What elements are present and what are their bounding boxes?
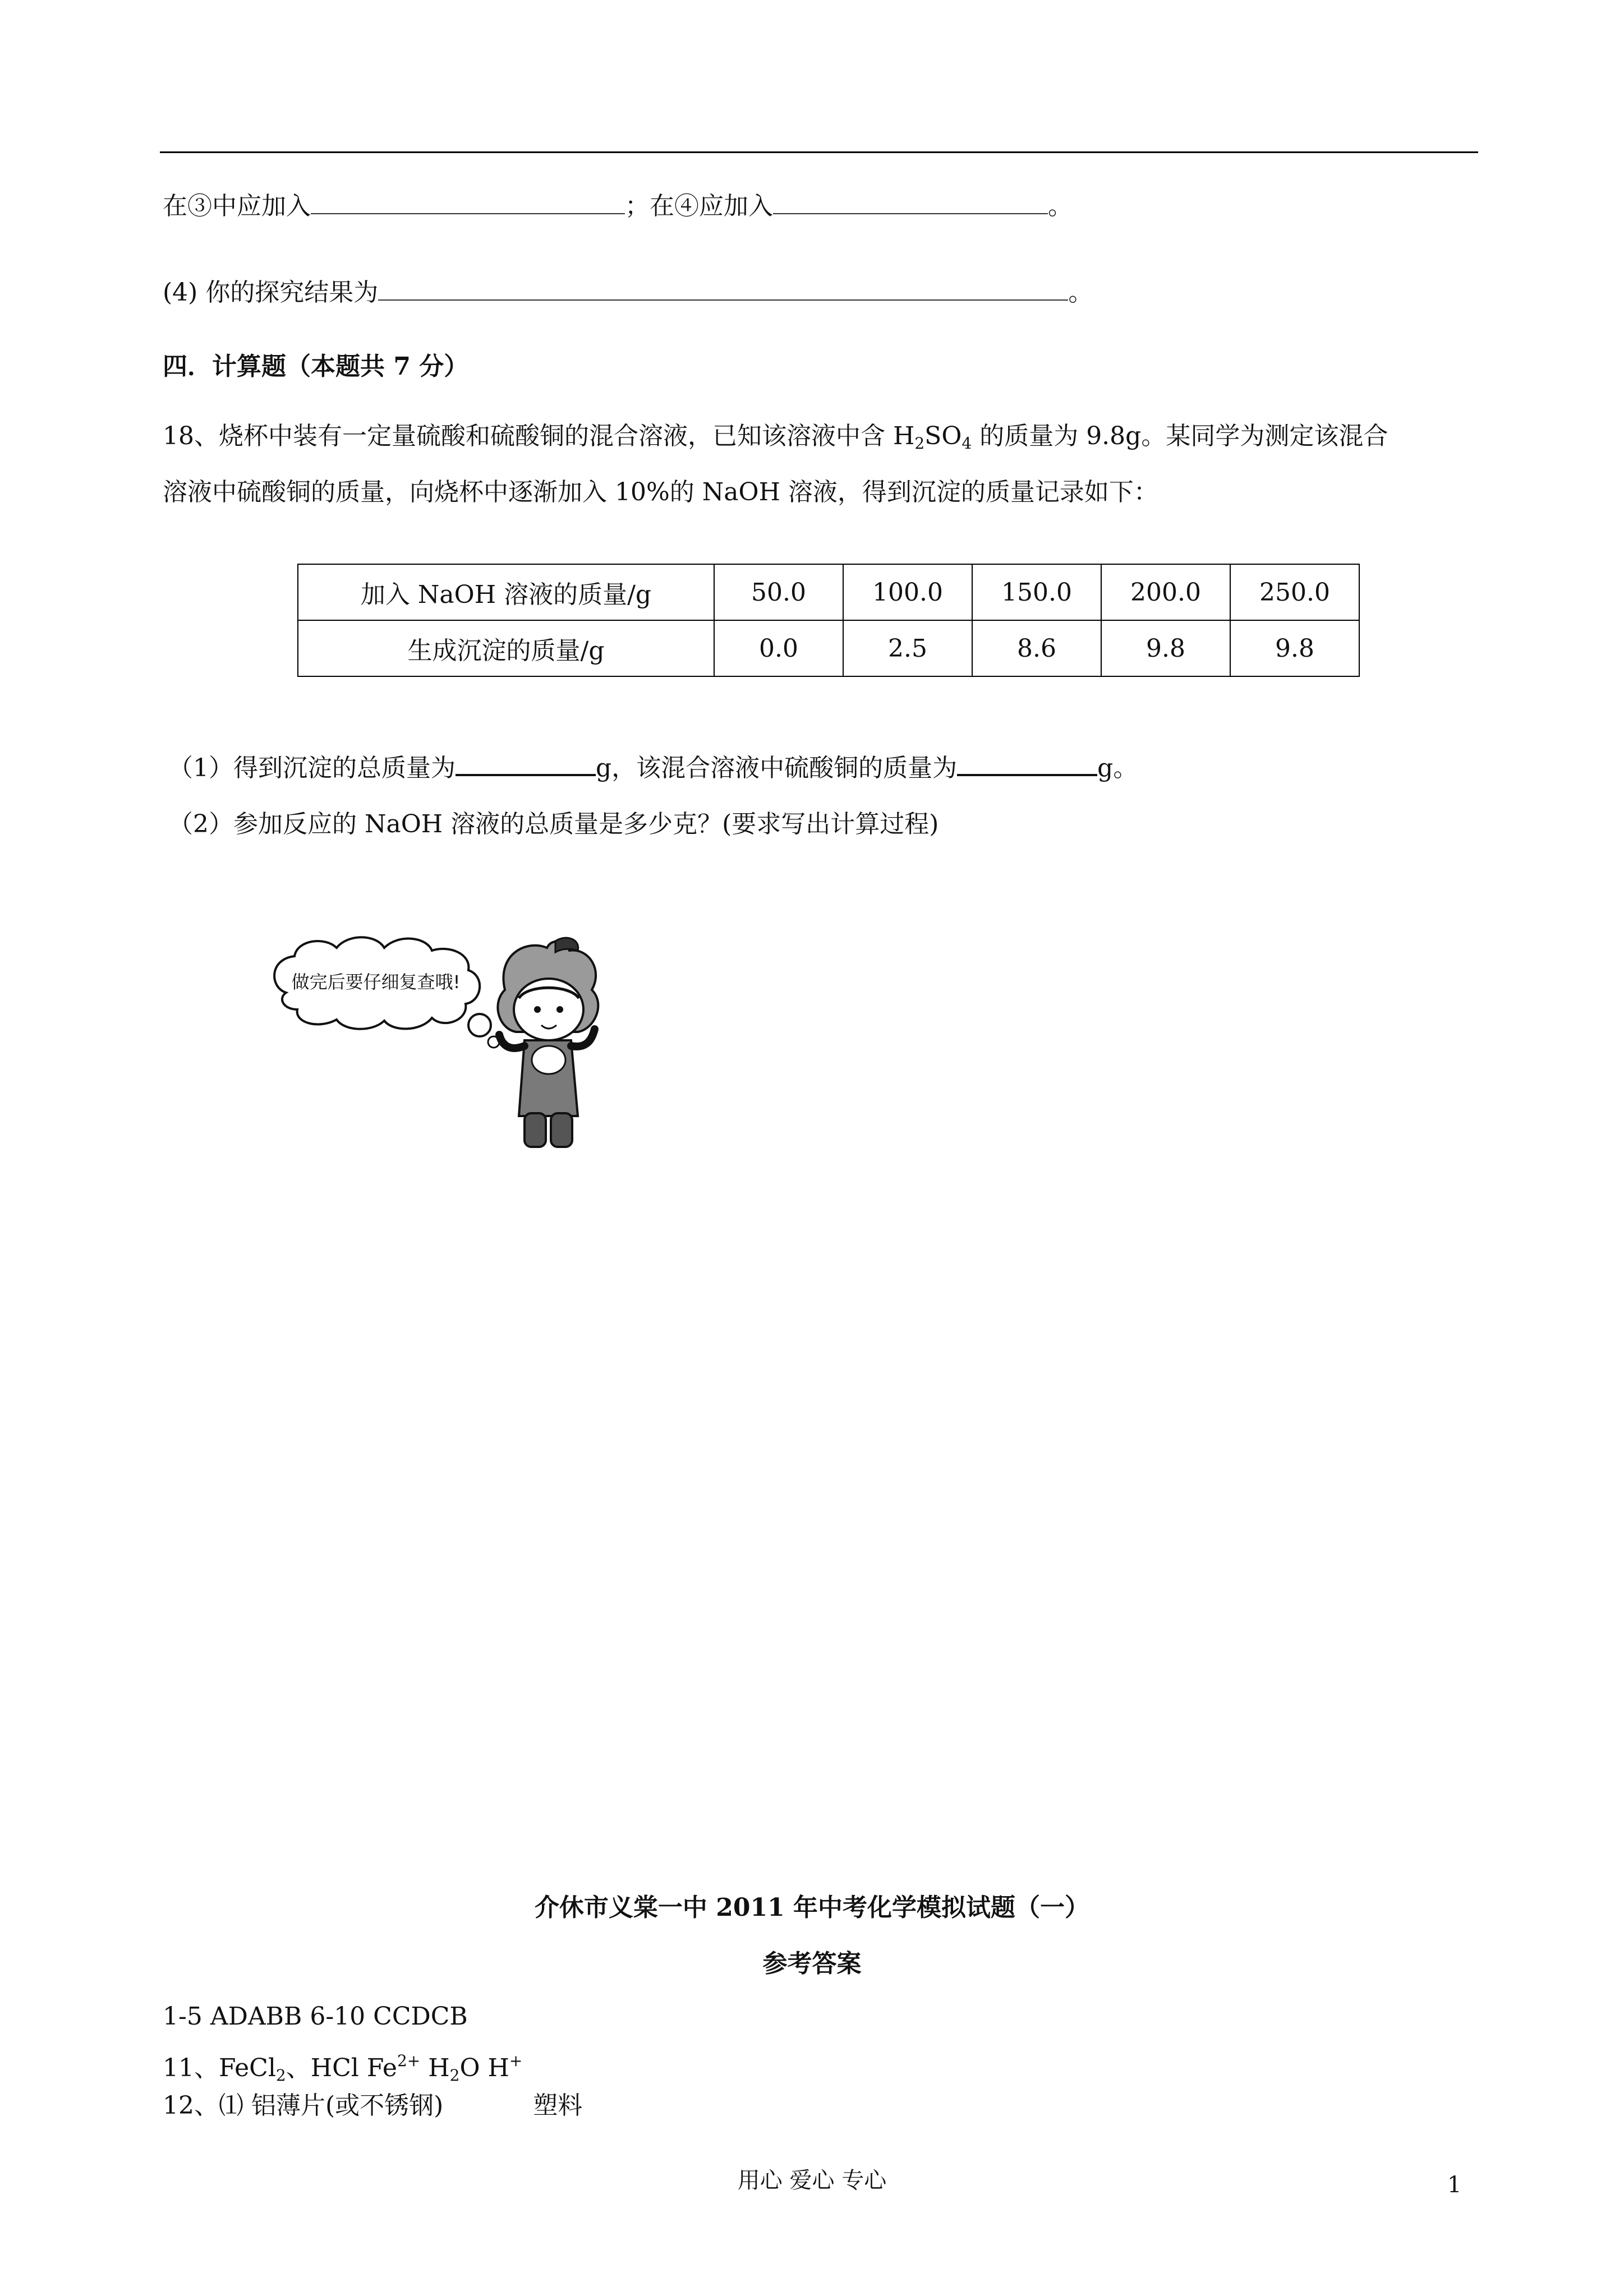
row-label: 加入 NaOH 溶液的质量/g — [298, 564, 714, 620]
answer-blank-cuso4[interactable] — [957, 751, 1097, 776]
mascot-illustration — [264, 925, 623, 1195]
q17-line4: (4) 你的探究结果为 。 — [163, 278, 1093, 307]
q17-line3: 在③中应加入 ；在④应加入 。 — [163, 192, 1073, 220]
table-cell: 9.8 — [1230, 620, 1359, 676]
row-label: 生成沉淀的质量/g — [298, 620, 714, 676]
answer-line: 1-5 ADABB 6-10 CCDCB — [163, 2002, 468, 2031]
answer-blank-result[interactable] — [378, 277, 1068, 301]
table-row — [298, 564, 1359, 620]
table-cell: 0.0 — [714, 620, 843, 676]
answers-subtitle: 参考答案 — [762, 1949, 862, 1978]
q18-sub2: （2）参加反应的 NaOH 溶液的总质量是多少克？(要求写出计算过程) — [168, 810, 939, 838]
answer-line: 11、FeCl$_2$、HCl $Fe^{2+}$ $H_2O$ H+ — [163, 2051, 523, 2085]
table-cell: 9.8 — [1101, 620, 1230, 676]
table-cell: 250.0 — [1230, 564, 1359, 620]
thought-bubble — [274, 937, 499, 1048]
table-cell: 200.0 — [1101, 564, 1230, 620]
svg-text:做完后要仔细复查哦!: 做完后要仔细复查哦! — [291, 971, 461, 993]
answers-title: 介休市义棠一中 2011 年中考化学模拟试题（一） — [534, 1893, 1090, 1922]
q18-line2: 溶液中硫酸铜的质量，向烧杯中逐渐加入 10%的 NaOH 溶液，得到沉淀的质量记录如下： — [163, 478, 1158, 506]
page-number: 1 — [1447, 2172, 1462, 2198]
mascot-doll — [498, 938, 598, 1147]
q18-sub1: （1）得到沉淀的总质量为 g，该混合溶液中硫酸铜的质量为 g。 — [168, 751, 1138, 785]
table-cell: 2.5 — [843, 620, 972, 676]
answer-blank-4[interactable] — [773, 191, 1048, 214]
q18-line1: 18、烧杯中装有一定量硫酸和硫酸铜的混合溶液，已知该溶液中含 $H_2SO_4$ 的质量为 9.8g。某同学为测定该混合 — [163, 422, 1388, 453]
table-row — [298, 620, 1359, 676]
answer-line: 12、⑴ 铝薄片(或不锈钢) 塑料 — [163, 2091, 583, 2120]
answer-blank-3[interactable] — [311, 191, 625, 214]
answer-blank-precipitate[interactable] — [456, 751, 596, 776]
table-cell: 50.0 — [714, 564, 843, 620]
header-rule — [160, 151, 1478, 153]
section-title: 四．计算题（本题共 7 分） — [163, 352, 469, 381]
footer-motto: 用心 爱心 专心 — [737, 2168, 887, 2193]
table-cell: 100.0 — [843, 564, 972, 620]
table-cell: 150.0 — [972, 564, 1101, 620]
table-cell: 8.6 — [972, 620, 1101, 676]
data-table — [297, 564, 1360, 677]
